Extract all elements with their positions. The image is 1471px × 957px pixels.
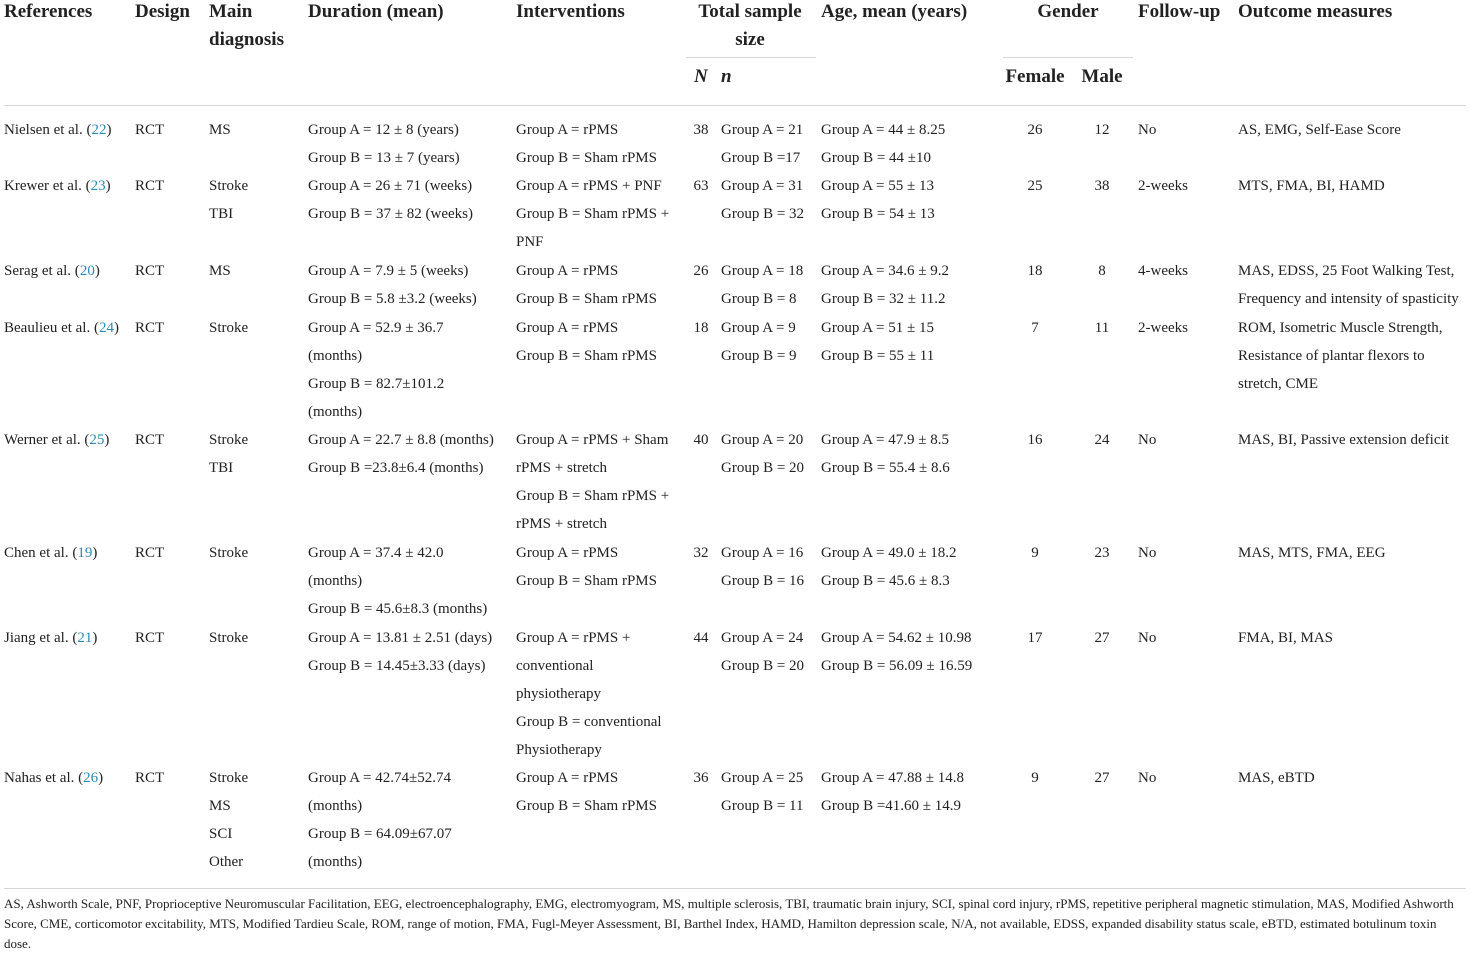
cell-age (821, 314, 934, 370)
cell-age (821, 764, 964, 820)
cell-interventions-line: rPMS + stretch (516, 516, 607, 532)
cell-interventions-line: Group A = rPMS + Sham (516, 432, 669, 448)
cell-design: RCT (135, 545, 165, 561)
header-interventions: Interventions (516, 1, 625, 22)
cell-outcome (1238, 539, 1386, 567)
cell-group-n-line: Group B = 16 (721, 573, 805, 589)
cell-outcome-line: AS, EMG, Self-Ease Score (1238, 122, 1401, 138)
cell-interventions-line: Group B = Sham rPMS (516, 291, 657, 307)
table-footnote: AS, Ashworth Scale, PNF, Proprioceptive Neuromuscular Facilitation, EEG, electroencephalography, EMG, electromyogram, MS, multiple sclerosis, TBI, traumatic brain injury, SCI, spinal cord injury, rPMS, repetitive peripheral magnetic stimulation, MAS, Modified Ashworth Score, CME, corticomotor excitability, MTS, Modified Tardieu Scale, ROM, range of motion, FMA, Fugl-Meyer Assessment, BI, Barthel Index, HAMD, Hamilton depression scale, N/A, not available, EDSS, expanded disability status scale, eBTD, estimated botulinum toxin dose. (4, 896, 1454, 951)
cell-total-n: 18 (693, 320, 709, 336)
cell-diagnosis-line: Stroke (209, 320, 249, 336)
cell-age (821, 426, 950, 482)
cell-duration-line: Group A = 13.81 ± 2.51 (days) (308, 630, 493, 646)
cell-duration-line: Group B = 5.8 ±3.2 (weeks) (308, 291, 477, 307)
cell-male: 12 (1094, 122, 1110, 138)
header-sample-line2: size (735, 29, 765, 50)
reference-author: Jiang et al. ( (4, 630, 78, 646)
cell-interventions-line: Group A = rPMS (516, 770, 619, 786)
cell-total-n: 38 (693, 122, 709, 138)
reference-author: Serag et al. ( (4, 263, 80, 279)
cell-group-n-line: Group A = 20 (721, 432, 804, 448)
cell-design: RCT (135, 432, 165, 448)
cell-outcome-line: MAS, BI, Passive extension deficit (1238, 432, 1449, 448)
cell-age-line: Group B = 32 ± 11.2 (821, 291, 946, 307)
cell-group-n-line: Group A = 21 (721, 122, 804, 138)
cell-age-line: Group B = 55 ± 11 (821, 348, 935, 364)
cell-duration-line: Group B = 82.7±101.2 (308, 376, 445, 392)
cell-duration-line: Group A = 37.4 ± 42.0 (308, 545, 444, 561)
cell-duration-line: Group B =23.8±6.4 (months) (308, 460, 484, 476)
cell-duration-line: Group A = 52.9 ± 36.7 (308, 320, 444, 336)
cell-total-n: 40 (693, 432, 709, 448)
cell-male: 8 (1098, 263, 1106, 279)
cell-total-n: 63 (693, 178, 709, 194)
cell-outcome-line: ROM, Isometric Muscle Strength, (1238, 320, 1443, 336)
cell-outcome-line: MAS, eBTD (1238, 770, 1315, 786)
cell-duration-line: (months) (308, 798, 363, 814)
cell-reference (4, 764, 103, 792)
cell-age-line: Group A = 54.62 ± 10.98 (821, 630, 972, 646)
reference-close: ) (98, 770, 104, 786)
cell-outcome-line: Frequency and intensity of spasticity (1238, 291, 1459, 307)
reference-author: Nahas et al. ( (4, 770, 84, 786)
subheader-n: n (721, 66, 732, 87)
cell-interventions-line: Group A = rPMS (516, 122, 619, 138)
cell-group-n (721, 257, 803, 313)
cell-interventions-line: Physiotherapy (516, 742, 602, 758)
cell-diagnosis (209, 426, 248, 482)
cell-female: 9 (1031, 770, 1039, 786)
sample-size-rule (686, 57, 816, 58)
cell-interventions-line: Group B = Sham rPMS (516, 573, 657, 589)
cell-diagnosis (209, 764, 248, 876)
cell-age-line: Group A = 47.9 ± 8.5 (821, 432, 949, 448)
cell-diagnosis-line: TBI (209, 206, 234, 222)
cell-interventions-line: physiotherapy (516, 686, 601, 702)
header-outcome: Outcome measures (1238, 1, 1393, 22)
cell-diagnosis-line: Stroke (209, 770, 249, 786)
cell-interventions-line: Group B = Sham rPMS + (516, 488, 670, 504)
cell-diagnosis-line: Stroke (209, 630, 249, 646)
subheader-female: Female (1005, 66, 1065, 87)
cell-interventions-line: rPMS + stretch (516, 460, 607, 476)
cell-diagnosis-line: Stroke (209, 432, 249, 448)
cell-outcome-line: FMA, BI, MAS (1238, 630, 1334, 646)
cell-interventions-line: conventional (516, 658, 594, 674)
reference-close: ) (92, 545, 98, 561)
cell-interventions (516, 624, 662, 764)
cell-outcome-line: Resistance of plantar flexors to (1238, 348, 1425, 364)
cell-interventions-line: Group B = Sham rPMS (516, 150, 657, 166)
cell-diagnosis (209, 314, 248, 342)
cell-outcome-line: stretch, CME (1238, 376, 1318, 392)
header-diagnosis (209, 0, 284, 54)
cell-male: 24 (1094, 432, 1110, 448)
cell-age-line: Group B = 54 ± 13 (821, 206, 935, 222)
cell-group-n-line: Group B = 8 (721, 291, 797, 307)
cell-duration-line: Group B = 64.09±67.07 (308, 826, 452, 842)
cell-interventions-line: Group A = rPMS + PNF (516, 178, 662, 194)
cell-outcome-line: MAS, EDSS, 25 Foot Walking Test, (1238, 263, 1455, 279)
cell-followup: No (1138, 545, 1157, 561)
cell-age (821, 624, 972, 680)
cell-interventions (516, 257, 657, 313)
header-sample-size (686, 0, 814, 54)
cell-age-line: Group A = 51 ± 15 (821, 320, 934, 336)
reference-link[interactable]: 22 (91, 122, 107, 138)
cell-duration-line: (months) (308, 404, 363, 420)
cell-duration-line: (months) (308, 854, 363, 870)
cell-diagnosis (209, 539, 248, 567)
cell-duration (308, 116, 460, 172)
cell-outcome (1238, 314, 1443, 398)
reference-link[interactable]: 24 (98, 320, 114, 336)
cell-female: 18 (1027, 263, 1043, 279)
cell-female: 26 (1027, 122, 1043, 138)
cell-design: RCT (135, 178, 165, 194)
reference-author: Werner et al. ( (4, 432, 90, 448)
subheader-N: N (694, 66, 708, 87)
cell-diagnosis-line: Stroke (209, 178, 249, 194)
cell-diagnosis-line: Other (209, 854, 244, 870)
cell-age-line: Group B =41.60 ± 14.9 (821, 798, 962, 814)
cell-outcome (1238, 624, 1333, 652)
cell-duration-line: Group A = 42.74±52.74 (308, 770, 451, 786)
cell-male: 23 (1094, 545, 1110, 561)
cell-interventions (516, 764, 657, 820)
cell-followup: 2-weeks (1138, 320, 1188, 336)
cell-interventions-line: Group B = Sham rPMS (516, 348, 657, 364)
cell-outcome (1238, 116, 1401, 144)
cell-outcome-line: MTS, FMA, BI, HAMD (1238, 178, 1385, 194)
reference-link[interactable]: 20 (79, 263, 95, 279)
header-design: Design (135, 1, 190, 22)
header-diagnosis-line2: diagnosis (209, 29, 284, 50)
cell-followup: No (1138, 432, 1157, 448)
cell-duration-line: Group B = 14.45±3.33 (days) (308, 658, 486, 674)
cell-total-n: 36 (693, 770, 709, 786)
cell-reference (4, 116, 111, 144)
cell-outcome (1238, 426, 1449, 454)
cell-total-n: 44 (693, 630, 709, 646)
cell-group-n-line: Group B = 9 (721, 348, 797, 364)
cell-outcome (1238, 764, 1315, 792)
cell-total-n: 32 (693, 545, 709, 561)
cell-female: 7 (1031, 320, 1039, 336)
cell-outcome (1238, 257, 1459, 313)
reference-close: ) (106, 122, 112, 138)
cell-outcome-line: MAS, MTS, FMA, EEG (1238, 545, 1386, 561)
cell-diagnosis-line: SCI (209, 826, 233, 842)
cell-diagnosis (209, 257, 231, 285)
cell-age-line: Group A = 47.88 ± 14.8 (821, 770, 964, 786)
cell-design: RCT (135, 770, 165, 786)
cell-male: 27 (1094, 770, 1110, 786)
cell-duration (308, 426, 494, 482)
reference-close: ) (92, 630, 98, 646)
cell-reference (4, 257, 100, 285)
cell-age (821, 539, 956, 595)
cell-total-n: 26 (693, 263, 709, 279)
reference-author: Chen et al. ( (4, 545, 78, 561)
cell-age (821, 257, 949, 313)
reference-link[interactable]: 26 (83, 770, 99, 786)
cell-duration-line: Group B = 13 ± 7 (years) (308, 150, 460, 166)
cell-design: RCT (135, 320, 165, 336)
cell-group-n-line: Group A = 9 (721, 320, 796, 336)
cell-group-n-line: Group A = 25 (721, 770, 804, 786)
cell-design: RCT (135, 263, 165, 279)
cell-interventions-line: Group A = rPMS (516, 263, 619, 279)
footer-rule (4, 888, 1466, 889)
header-references: References (4, 1, 93, 22)
cell-group-n (721, 116, 803, 172)
reference-close: ) (113, 320, 119, 336)
reference-link[interactable]: 21 (77, 630, 93, 646)
cell-interventions-line: PNF (516, 234, 544, 250)
cell-interventions-line: Group A = rPMS (516, 545, 619, 561)
cell-followup: 2-weeks (1138, 178, 1188, 194)
cell-age-line: Group B = 44 ±10 (821, 150, 932, 166)
cell-age-line: Group A = 34.6 ± 9.2 (821, 263, 949, 279)
header-diagnosis-line1: Main (209, 1, 253, 22)
cell-age (821, 116, 945, 172)
cell-group-n-line: Group A = 18 (721, 263, 804, 279)
cell-group-n-line: Group B = 11 (721, 798, 804, 814)
header-bottom-rule (4, 105, 1466, 106)
cell-interventions (516, 426, 669, 538)
cell-outcome (1238, 172, 1385, 200)
cell-female: 9 (1031, 545, 1039, 561)
cell-duration-line: (months) (308, 573, 363, 589)
cell-diagnosis (209, 172, 248, 228)
cell-age-line: Group B = 56.09 ± 16.59 (821, 658, 973, 674)
cell-diagnosis-line: MS (209, 798, 231, 814)
cell-diagnosis-line: MS (209, 122, 231, 138)
cell-followup: No (1138, 630, 1157, 646)
cell-reference (4, 426, 109, 454)
cell-design: RCT (135, 630, 165, 646)
cell-interventions (516, 116, 657, 172)
cell-diagnosis-line: MS (209, 263, 231, 279)
cell-duration (308, 172, 473, 228)
cell-age (821, 172, 935, 228)
cell-duration-line: (months) (308, 348, 363, 364)
cell-age-line: Group B = 45.6 ± 8.3 (821, 573, 950, 589)
cell-diagnosis (209, 624, 248, 652)
reference-link[interactable]: 23 (90, 178, 106, 194)
cell-interventions-line: Group B = Sham rPMS + (516, 206, 670, 222)
cell-followup: No (1138, 122, 1157, 138)
cell-group-n-line: Group B = 32 (721, 206, 805, 222)
cell-group-n-line: Group B =17 (721, 150, 801, 166)
cell-duration-line: Group B = 37 ± 82 (weeks) (308, 206, 473, 222)
cell-diagnosis-line: Stroke (209, 545, 249, 561)
cell-age-line: Group B = 55.4 ± 8.6 (821, 460, 950, 476)
cell-followup: No (1138, 770, 1157, 786)
header-age: Age, mean (years) (821, 1, 968, 22)
cell-male: 11 (1094, 320, 1110, 336)
cell-male: 27 (1094, 630, 1110, 646)
reference-author: Krewer et al. ( (4, 178, 91, 194)
cell-group-n (721, 624, 804, 680)
cell-duration (308, 257, 477, 313)
subheader-male: Male (1081, 66, 1123, 87)
cell-age-line: Group A = 49.0 ± 18.2 (821, 545, 957, 561)
reference-author: Beaulieu et al. ( (4, 320, 99, 336)
cell-age-line: Group A = 55 ± 13 (821, 178, 934, 194)
header-followup: Follow-up (1138, 1, 1221, 22)
reference-author: Nielsen et al. ( (4, 122, 92, 138)
cell-interventions-line: Group B = conventional (516, 714, 662, 730)
reference-close: ) (94, 263, 100, 279)
cell-interventions (516, 539, 657, 595)
cell-group-n-line: Group A = 24 (721, 630, 804, 646)
cell-group-n (721, 426, 804, 482)
cell-reference (4, 539, 97, 567)
cell-group-n-line: Group A = 31 (721, 178, 804, 194)
cell-followup: 4-weeks (1138, 263, 1188, 279)
reference-link[interactable]: 25 (89, 432, 105, 448)
cell-duration-line: Group A = 22.7 ± 8.8 (months) (308, 432, 494, 448)
cell-age-line: Group A = 44 ± 8.25 (821, 122, 946, 138)
cell-duration-line: Group A = 26 ± 71 (weeks) (308, 178, 473, 194)
cell-female: 17 (1027, 630, 1043, 646)
cell-duration-line: Group A = 12 ± 8 (years) (308, 122, 459, 138)
cell-reference (4, 314, 119, 342)
cell-reference (4, 624, 97, 652)
reference-close: ) (104, 432, 110, 448)
cell-group-n-line: Group A = 16 (721, 545, 804, 561)
header-gender: Gender (1037, 1, 1099, 22)
cell-male: 38 (1094, 178, 1110, 194)
cell-diagnosis (209, 116, 231, 144)
cell-group-n (721, 764, 804, 820)
cell-group-n (721, 539, 804, 595)
cell-interventions-line: Group A = rPMS + (516, 630, 631, 646)
cell-group-n (721, 314, 797, 370)
cell-interventions-line: Group B = Sham rPMS (516, 798, 657, 814)
cell-group-n (721, 172, 804, 228)
cell-duration-line: Group B = 45.6±8.3 (months) (308, 601, 488, 617)
cell-duration (308, 314, 444, 426)
header-sample-line1: Total sample (698, 1, 802, 22)
cell-female: 16 (1027, 432, 1043, 448)
cell-interventions-line: Group A = rPMS (516, 320, 619, 336)
cell-diagnosis-line: TBI (209, 460, 234, 476)
cell-design: RCT (135, 122, 165, 138)
cell-duration-line: Group A = 7.9 ± 5 (weeks) (308, 263, 469, 279)
cell-interventions (516, 314, 657, 370)
cell-interventions (516, 172, 669, 256)
cell-duration (308, 764, 452, 876)
reference-close: ) (105, 178, 111, 194)
cell-female: 25 (1027, 178, 1043, 194)
header-duration: Duration (mean) (308, 1, 444, 22)
cell-reference (4, 172, 111, 200)
cell-group-n-line: Group B = 20 (721, 460, 805, 476)
cell-duration (308, 539, 487, 623)
reference-link[interactable]: 19 (77, 545, 93, 561)
cell-group-n-line: Group B = 20 (721, 658, 805, 674)
cell-duration (308, 624, 492, 680)
gender-rule (1003, 57, 1133, 58)
